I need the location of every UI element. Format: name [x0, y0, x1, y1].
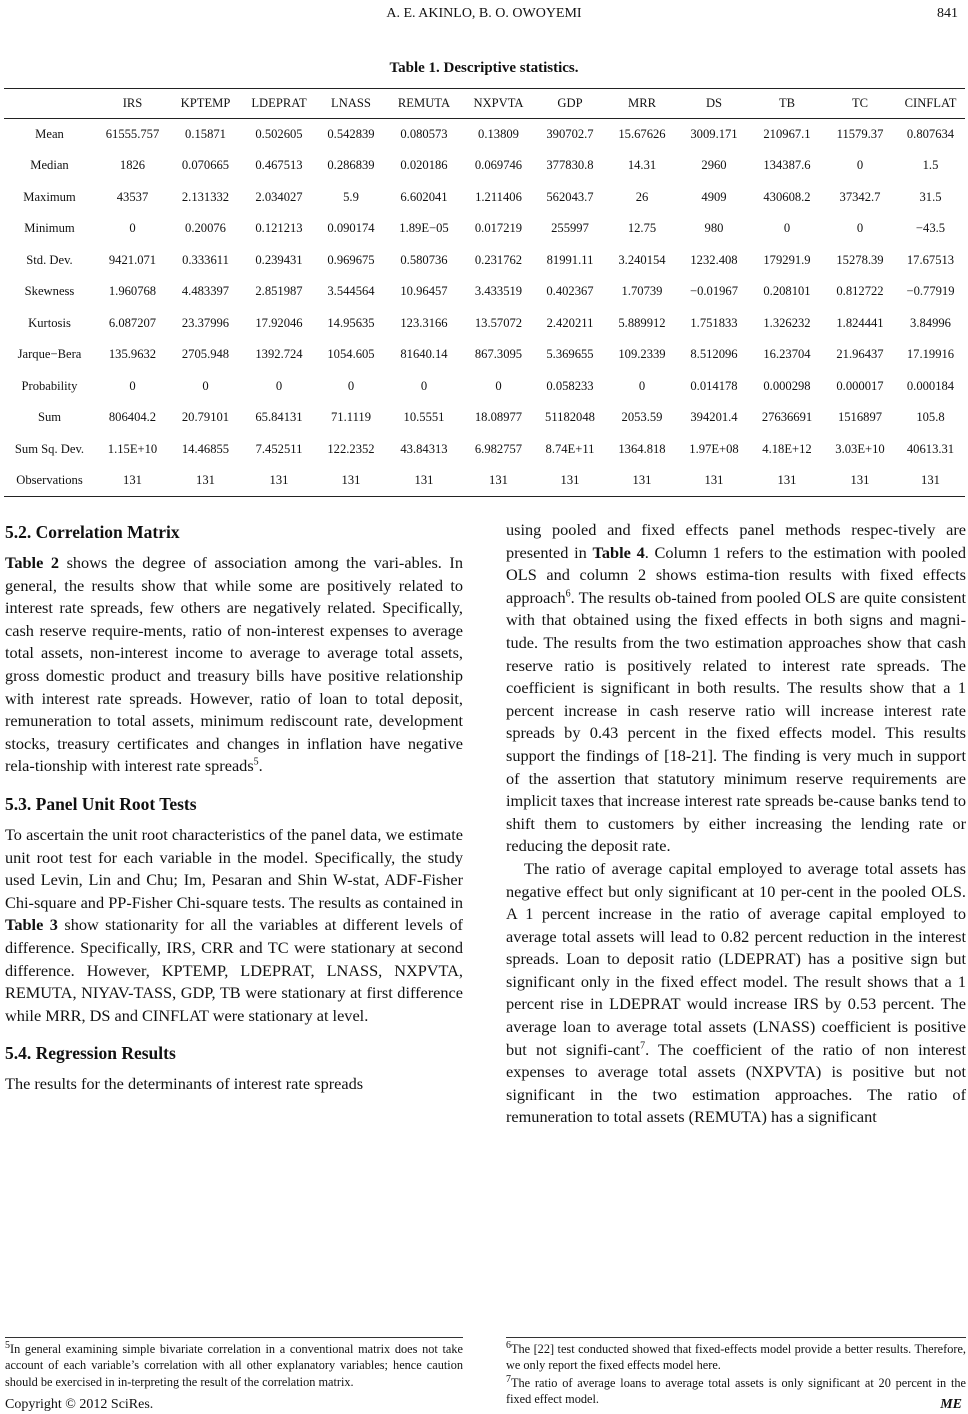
table-cell: 5.9 [343, 189, 359, 204]
section-5-2-heading: 5.2. Correlation Matrix [5, 522, 180, 542]
table-cell: 0.15871 [185, 127, 226, 141]
table-cell: 0.000184 [906, 378, 955, 393]
footnote-divider-right [506, 1337, 966, 1338]
table-cell: 0 [129, 378, 136, 393]
row-label: Mean [35, 127, 64, 141]
table-cell: 51182048 [545, 410, 595, 425]
section-5-2-paragraph: Table 2 shows the degree of association among the vari-ables. In general, the results show that while some are positively related to interest rate spreads, few others are negatively related. Specifically, cash reserve require-ments, ratio of non-interest expenses to average total assets, non-interest income to average to average total assets, gross domestic product and treasury bills have positive relationship with interest rate spreads. However, ratio of loan to total deposit, remuneration to total assets, minimum rediscount rate, development stocks, treasury certificates and changes in inflation have negative rela-tionship with interest rate spreads$^5$. [5, 553, 463, 776]
regression-results-paragraph-1: using pooled and fixed effects panel methods respec-tively are presented in Table 4. Column 1 refers to the estimation with pooled OLS and column 2 shows estima-tion results with fixed effects approach$^6$. The results ob-tained from pooled OLS are quite consistent with that obtained using the fixed effects in both signs and magni-tude. The results from the two estimation approaches show that cash reserve ratio is positively related to interest rate spreads. The coefficient is significant in both results. The results show that a 1 percent increase in cash reserve ratio will increase interest rate spreads by 0.43 percent in the fixed effects model. This results support the findings of [18-21]. The finding is very much in support of the assertion that statutory minimum reserve requirements are implicit taxes that increase interest rate spreads be-cause banks tend to shift them to customers by either increasing the lending rate or reducing the deposit rate. [506, 520, 967, 856]
table-cell: 4909 [701, 189, 727, 204]
section-5-3-heading: 5.3. Panel Unit Root Tests [5, 793, 197, 814]
table-cell: 394201.4 [690, 410, 738, 425]
column-header: LNASS [317, 89, 385, 119]
table-cell: 1516897 [837, 410, 883, 425]
row-label: Median [30, 158, 69, 173]
table-cell: 14.31 [627, 158, 657, 173]
table-cell: 14.46855 [181, 441, 230, 456]
table-cell: 26 [635, 189, 649, 204]
regression-results-paragraph-2: The ratio of average capital employed to average total assets has negative effect but only significant at 10 per-cent in the pooled OLS. A 1 percent increase in the ratio of average capital employed to average total assets will lead to 0.82 percent reduction in the interest spreads. Loan to deposit ratio (LDEPRAT) has a positive sign but significant only in the fixed effect model. The result shows that a 1 percent rise in LDEPRAT would increase IRS by 0.53 percent. The average loan to average total assets (LNASS) coefficient is positive but not signifi-cant$^7$. The coefficient of the ratio of non interest expenses to average total assets (NXPVTA) is positive but not significant in the two estimation approaches. The ratio of remuneration to total assets (REMUTA) has a significant [506, 858, 966, 1127]
table-cell: 11579.37 [836, 127, 884, 141]
column-header: TB [750, 89, 824, 119]
table-cell: 0.014178 [690, 378, 738, 393]
table-cell: 2.131332 [181, 189, 230, 204]
table-cell: 210967.1 [763, 127, 811, 141]
table-row [4, 182, 965, 214]
table-cell: 16.23704 [763, 347, 811, 362]
table-cell: 131 [463, 465, 534, 497]
table-cell: 0.070665 [181, 158, 230, 173]
table-cell: 390702.7 [546, 127, 594, 141]
table-cell: 3.84996 [910, 315, 951, 330]
column-header: REMUTA [385, 89, 463, 119]
table-cell: 131 [896, 465, 965, 497]
table-cell: 3.03E+10 [835, 441, 885, 456]
table-cell: 131 [750, 465, 824, 497]
table-cell: 0.080573 [400, 127, 448, 141]
table-cell: 980 [704, 221, 724, 236]
table-cell: 131 [678, 465, 750, 497]
table-row [4, 245, 965, 277]
table-row [4, 119, 965, 151]
table-cell: 15.67626 [618, 127, 666, 141]
row-label: Kurtosis [28, 315, 71, 330]
table-row [4, 465, 965, 497]
column-header-stub [4, 89, 95, 119]
table-cell: 1.15E+10 [107, 441, 158, 456]
table-cell: −0.77919 [906, 284, 955, 299]
column-header: IRS [95, 89, 170, 119]
table-cell: 1826 [119, 158, 146, 173]
table-cell: 1364.818 [618, 441, 666, 456]
table-cell: 37342.7 [839, 189, 881, 204]
footnote-5: $^5$In general examining simple bivariate correlation in a conventional matrix does not take account of each variable’s correlation with all other explanatory variables; hence caution should be exercised in in-terpreting the result of the correlation matrix. [5, 1339, 463, 1389]
table-cell: 1.5 [922, 158, 939, 173]
running-header [0, 6, 968, 26]
table-row [4, 150, 965, 182]
table-2-reference: Table 2 [5, 553, 60, 572]
descriptive-statistics-table [4, 88, 965, 497]
table-cell: 18.08977 [474, 410, 523, 425]
table-cell: 2960 [701, 158, 727, 173]
table-cell: 1.960768 [108, 284, 157, 299]
footnote-7-marker: 7 [640, 1040, 646, 1052]
table-cell: 123.3166 [400, 315, 448, 330]
table-3-reference: Table 3 [5, 915, 58, 935]
footnote-divider-left [5, 1337, 463, 1338]
table-cell: 40613.31 [906, 441, 955, 456]
table-cell: 0.20076 [185, 221, 226, 236]
table-cell: 131 [385, 465, 463, 497]
column-header: CINFLAT [896, 89, 965, 119]
row-label: Probability [21, 378, 78, 393]
table-cell: 0 [783, 221, 791, 236]
table-cell: 2705.948 [181, 347, 230, 362]
table-cell: 131 [317, 465, 385, 497]
table-cell: 430608.2 [763, 189, 811, 204]
journal-abbreviation: ME [940, 1397, 962, 1412]
table-cell: 15278.39 [836, 252, 884, 267]
table-cell: 20.79101 [181, 410, 230, 425]
table-cell: 8.74E+11 [545, 441, 595, 456]
table-cell: 1.70739 [621, 284, 663, 299]
table-cell: 81640.14 [400, 347, 448, 362]
column-header: GDP [534, 89, 606, 119]
row-label: Std. Dev. [26, 252, 73, 267]
table-cell: 135.9632 [108, 347, 157, 362]
table-cell: 3.544564 [327, 284, 375, 299]
table-cell: 0.000017 [836, 378, 884, 393]
table-row [4, 308, 965, 340]
copyright-notice: Copyright © 2012 SciRes. [5, 1397, 154, 1412]
table-cell: 10.5551 [403, 410, 445, 425]
row-label: Sum Sq. Dev. [14, 441, 85, 456]
table-cell: 134387.6 [763, 158, 811, 173]
table-cell: 0.239431 [255, 252, 303, 267]
table-cell: 131 [534, 465, 606, 497]
table-cell: 6.982757 [474, 441, 523, 456]
table-cell: 1232.408 [690, 252, 738, 267]
table-cell: 6.087207 [108, 315, 157, 330]
table-cell: 17.67513 [906, 252, 955, 267]
table-cell: 0.333611 [182, 252, 229, 267]
table-cell: 105.8 [916, 410, 945, 425]
table-cell: 255997 [551, 221, 589, 236]
table-row [4, 213, 965, 245]
table-cell: 31.5 [919, 189, 942, 204]
right-text-column [506, 519, 966, 1129]
table-cell: 867.3095 [474, 347, 523, 362]
table-cell: 4.483397 [181, 284, 230, 299]
row-label: Skewness [24, 284, 75, 299]
table-cell: 0.058233 [546, 378, 594, 393]
table-cell: 23.37996 [181, 315, 230, 330]
table-cell: 0.580736 [400, 252, 448, 267]
row-label: Minimum [24, 221, 75, 236]
table-header-row [4, 89, 965, 119]
table-row [4, 276, 965, 308]
footnote-7: $^7$The ratio of average loans to average total assets is only significant at 20 percent in the fixed effect model. [506, 1373, 966, 1407]
table-cell: 0.969675 [327, 252, 375, 267]
table-cell: 14.95635 [327, 315, 375, 330]
table-cell: 0.286839 [327, 158, 375, 173]
table-cell: 27636691 [761, 410, 813, 425]
table-4-reference: Table 4 [592, 542, 645, 562]
table-cell: 1.89E−05 [399, 221, 449, 236]
table-cell: 0.13809 [478, 127, 519, 141]
table-row [4, 434, 965, 466]
footnote-6: $^6$The [22] test conducted showed that fixed-effects model provide a better results. Therefore, we only report the fixed effects model here. [506, 1339, 966, 1373]
table-cell: 0.000298 [763, 378, 811, 393]
column-header: MRR [606, 89, 678, 119]
table-cell: 0.090174 [327, 221, 375, 236]
row-label: Jarque−Bera [17, 347, 82, 362]
table-cell: 2.420211 [546, 315, 594, 330]
table-cell: 5.369655 [546, 347, 594, 362]
table-cell: 4.18E+12 [762, 441, 812, 456]
table-cell: 12.75 [627, 221, 657, 236]
table-cell: 9421.071 [108, 252, 157, 267]
section-5-3-paragraph: To ascertain the unit root characteristics of the panel data, we estimate unit root test for each variable in the model. Specifically, the study used Levin, Lin and Chu; Im, Pesaran and Shin W-stat, ADF-Fisher Chi-square and PP-Fisher Chi-square tests. The results as contained in Table 3 show stationarity for all the variables at different levels of difference. Specifically, IRS, CRR and TC were stationary at second difference. However, KPTEMP, LDEPRAT, LNASS, NXPVTA, REMUTA, NIYAV-TASS, GDP, TB were stationary at first difference while MRR, DS and CINFLAT were stationary at level. [5, 824, 463, 1025]
table-cell: 0 [638, 378, 646, 393]
table-cell: 131 [824, 465, 896, 497]
section-5-4-heading: 5.4. Regression Results [5, 1043, 176, 1064]
table-1-title: Table 1. Descriptive statistics. [389, 60, 579, 76]
column-header: NXPVTA [463, 89, 534, 119]
table-cell: 131 [95, 465, 170, 497]
table-cell: 1.326232 [763, 315, 811, 330]
section-5-4-paragraph: The results for the determinants of interest rate spreads [5, 1074, 364, 1094]
column-header: TC [824, 89, 896, 119]
table-cell: 71.1119 [331, 410, 371, 425]
table-cell: 1054.605 [327, 347, 375, 362]
table-cell: 0.208101 [763, 284, 811, 299]
table-cell: 1.211406 [475, 189, 522, 204]
table-cell: 1.97E+08 [689, 441, 739, 456]
table-cell: 0 [856, 158, 864, 173]
table-cell: 0 [495, 378, 502, 393]
table-cell: 2.034027 [255, 189, 303, 204]
table-cell: 0.812722 [836, 284, 884, 299]
table-row [4, 371, 965, 403]
table-cell: 6.602041 [400, 189, 448, 204]
page-number: 841 [937, 6, 958, 21]
table-cell: 0.020186 [400, 158, 448, 173]
table-cell: 21.96437 [836, 347, 884, 362]
table-cell: 0.542839 [327, 127, 375, 141]
table-cell: 0.069746 [474, 158, 523, 173]
table-cell: 0 [856, 221, 864, 236]
left-text-column [5, 520, 463, 1096]
table-cell: 61555.757 [105, 127, 160, 141]
table-cell: 10.96457 [400, 284, 448, 299]
table-cell: 1.824441 [836, 315, 884, 330]
table-body [4, 119, 965, 497]
table-cell: 5.889912 [618, 315, 666, 330]
row-label: Maximum [23, 189, 76, 204]
table-cell: 1.751833 [690, 315, 738, 330]
table-cell: 0.402367 [546, 284, 594, 299]
table-cell: 0.017219 [474, 221, 523, 236]
table-cell: 2053.59 [621, 410, 663, 425]
table-cell: 13.57072 [474, 315, 523, 330]
table-cell: 562043.7 [546, 189, 594, 204]
table-cell: 17.19916 [906, 347, 955, 362]
table-cell: 377830.8 [546, 158, 594, 173]
table-cell: −43.5 [915, 221, 946, 236]
table-row [4, 339, 965, 371]
running-header-authors: A. E. AKINLO, B. O. OWOYEMI [386, 6, 582, 21]
table-cell: −0.01967 [689, 284, 739, 299]
table-cell: 131 [241, 465, 317, 497]
row-label: Sum [37, 410, 62, 425]
table-cell: 0 [347, 378, 355, 393]
row-label: Observations [4, 465, 95, 497]
table-cell: 0 [275, 378, 283, 393]
table-cell: 806404.2 [108, 410, 157, 425]
column-header: KPTEMP [170, 89, 241, 119]
table-cell: 0 [129, 221, 136, 236]
column-header: DS [678, 89, 750, 119]
table-cell: 0.467513 [255, 158, 303, 173]
table-cell: 8.512096 [690, 347, 738, 362]
table-cell: 7.452511 [255, 441, 303, 456]
table-cell: 17.92046 [255, 315, 303, 330]
table-cell: 81991.11 [546, 252, 594, 267]
footnote-6-marker: 6 [565, 588, 571, 600]
table-cell: 0.807634 [906, 127, 955, 141]
table-cell: 0.231762 [474, 252, 523, 267]
table-cell: 0.121213 [255, 221, 303, 236]
column-header: LDEPRAT [241, 89, 317, 119]
table-row [4, 402, 965, 434]
table-cell: 0 [202, 378, 209, 393]
table-cell: 3009.171 [690, 127, 738, 141]
footnote-5-marker: 5 [253, 756, 259, 768]
table-cell: 43537 [116, 189, 149, 204]
table-cell: 1392.724 [255, 347, 303, 362]
table-cell: 179291.9 [763, 252, 811, 267]
table-cell: 0.502605 [255, 127, 303, 141]
table-cell: 3.240154 [618, 252, 666, 267]
table-cell: 43.84313 [400, 441, 448, 456]
table-cell: 122.2352 [327, 441, 375, 456]
table-cell: 0 [420, 378, 428, 393]
table-cell: 131 [170, 465, 241, 497]
table-cell: 65.84131 [255, 410, 303, 425]
table-cell: 3.433519 [474, 284, 523, 299]
table-cell: 109.2339 [618, 347, 666, 362]
table-cell: 131 [606, 465, 678, 497]
table-cell: 2.851987 [255, 284, 303, 299]
